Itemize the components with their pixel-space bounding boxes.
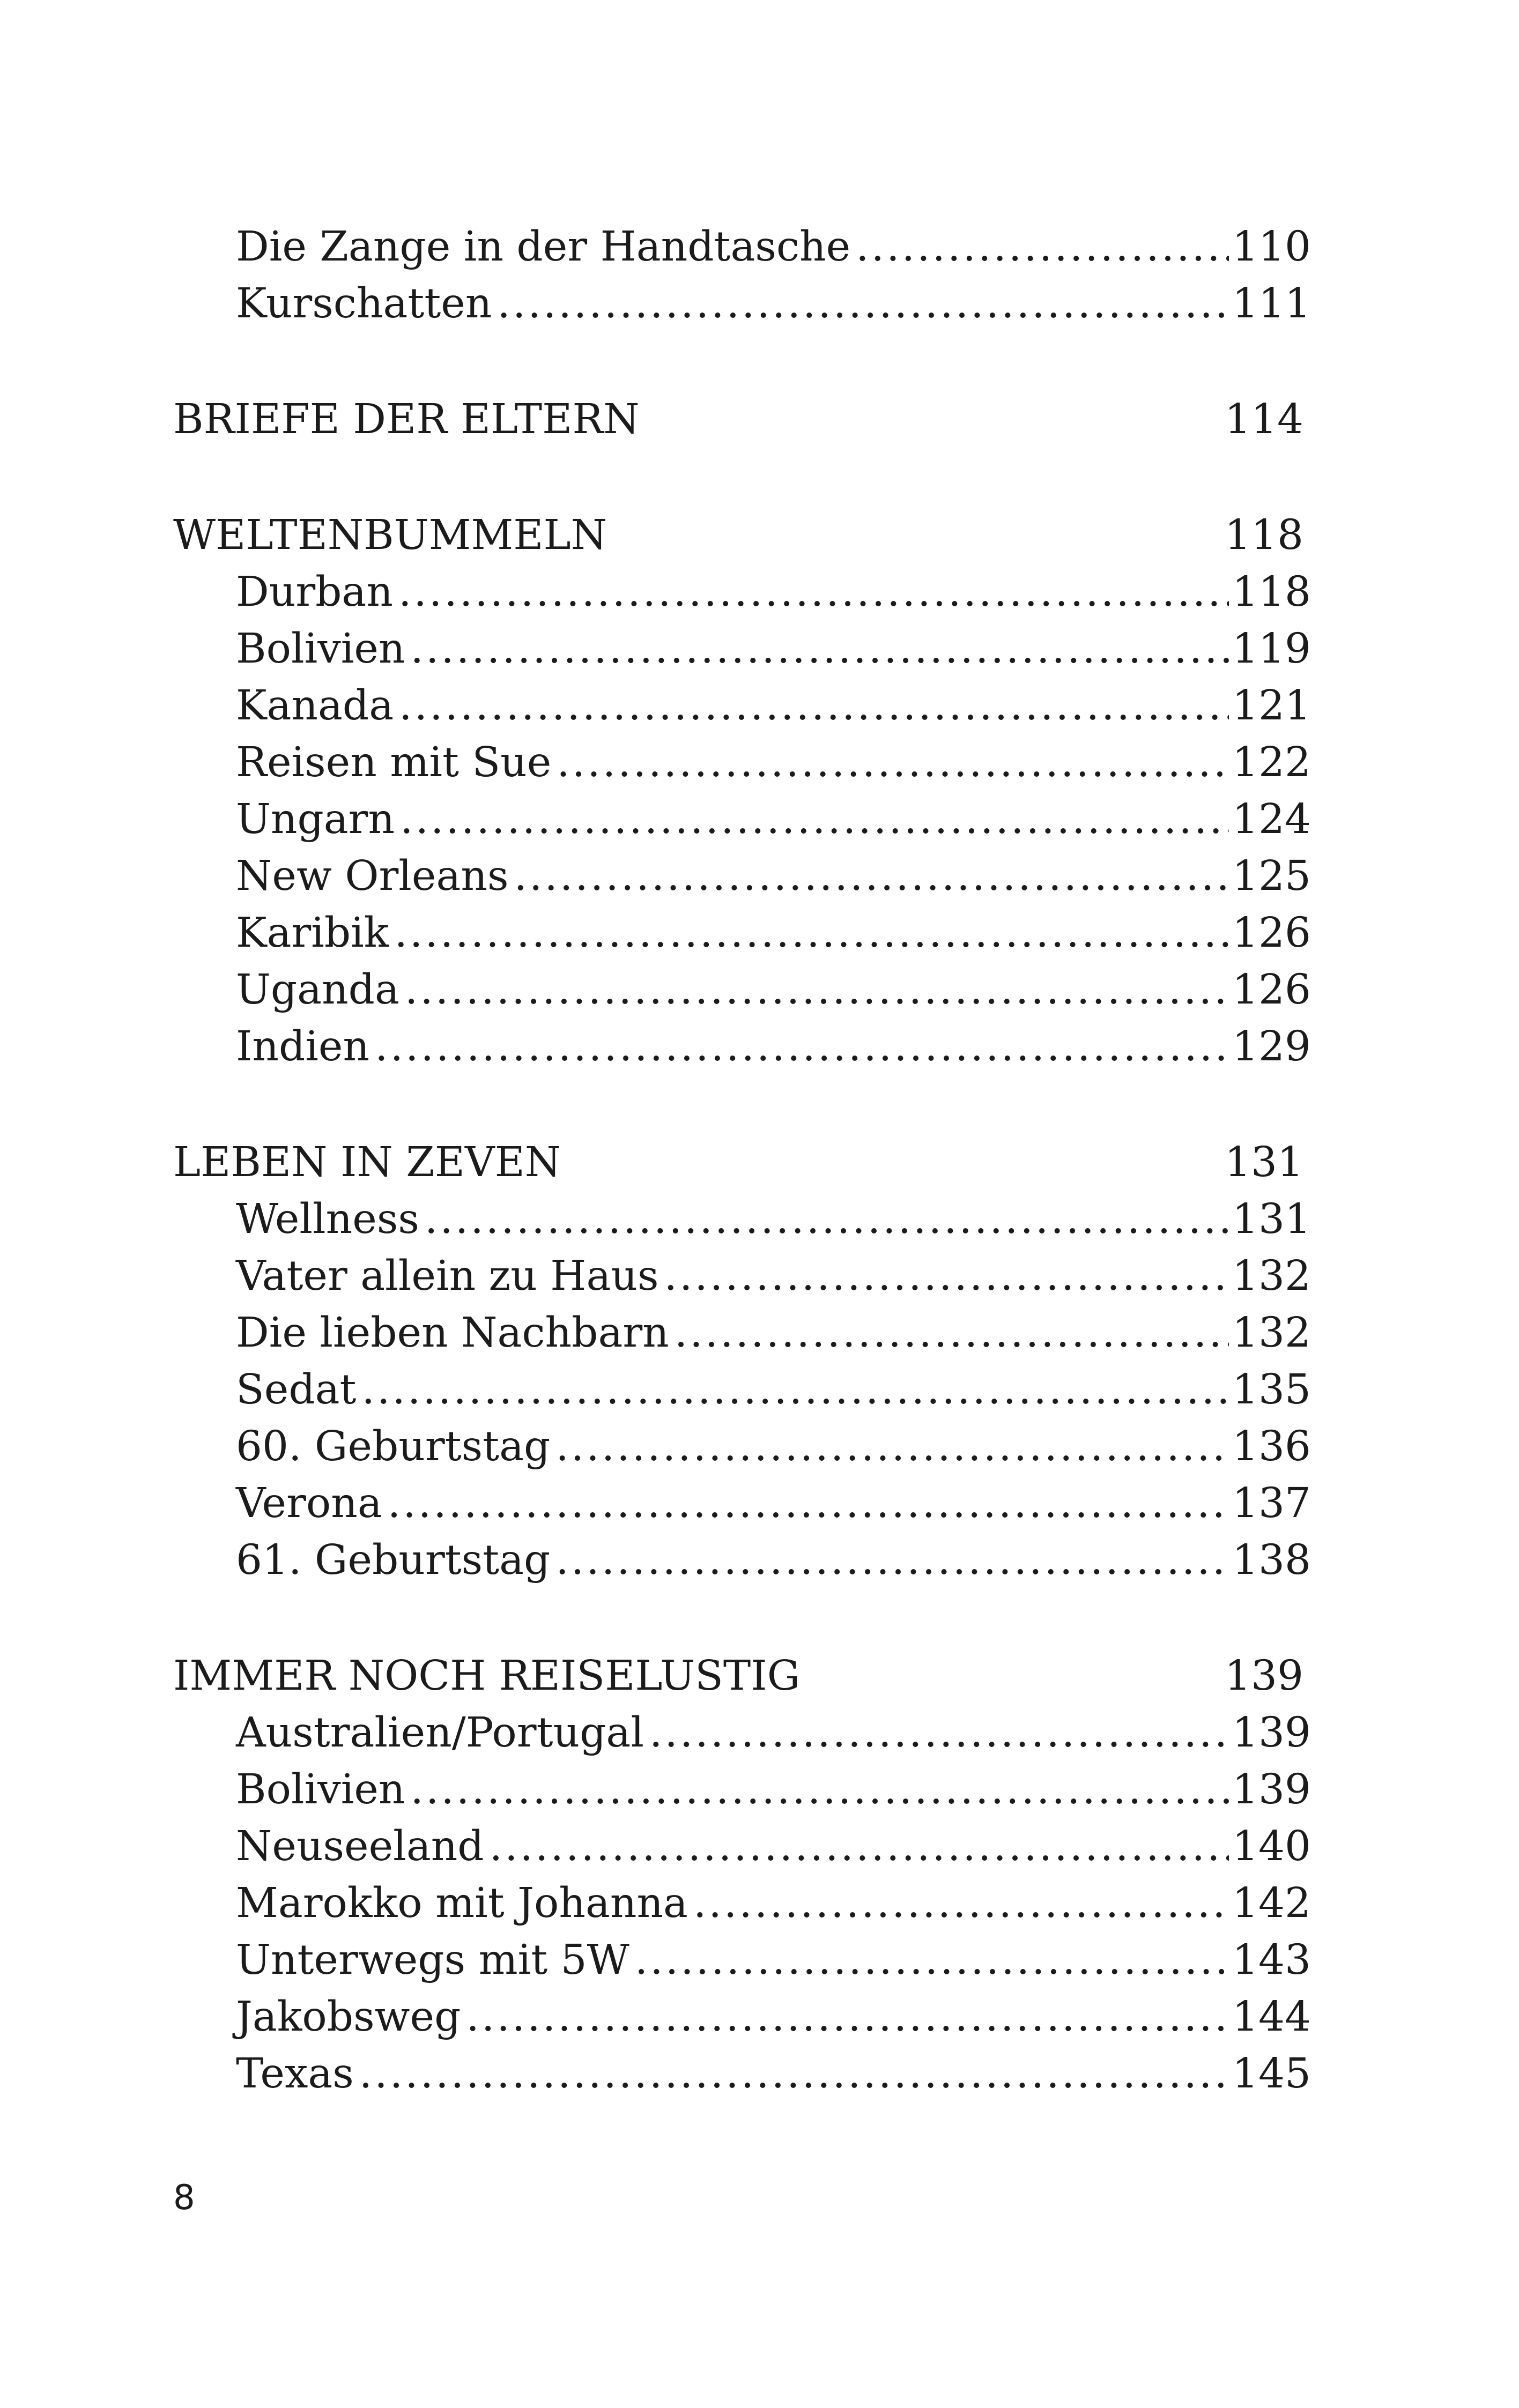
toc-entry bbox=[236, 848, 1311, 905]
toc-entry-title: 61. Geburtstag bbox=[236, 1536, 551, 1584]
dot-leader bbox=[693, 1875, 1229, 1932]
dot-leader bbox=[388, 1475, 1229, 1532]
toc-entry bbox=[236, 1248, 1311, 1305]
toc-entry bbox=[236, 1191, 1311, 1248]
toc-entry-title: Uganda bbox=[236, 966, 399, 1014]
toc-entry-title: Durban bbox=[236, 568, 393, 616]
toc-entry-title: Indien bbox=[236, 1023, 370, 1071]
toc-entry-page: 142 bbox=[1232, 1879, 1311, 1927]
dot-leader bbox=[635, 1932, 1229, 1989]
toc-entry-page: 126 bbox=[1232, 966, 1311, 1014]
toc-entry bbox=[236, 1762, 1311, 1818]
toc-entry-page: 138 bbox=[1232, 1536, 1311, 1584]
toc-section-heading bbox=[173, 1648, 1303, 1705]
dot-leader bbox=[398, 564, 1229, 621]
dot-leader bbox=[497, 276, 1229, 332]
toc-entry bbox=[236, 1418, 1311, 1475]
dot-leader bbox=[394, 905, 1229, 962]
toc-section-heading bbox=[173, 391, 1303, 448]
dot-leader bbox=[856, 219, 1229, 276]
toc-entry-title: Neuseeland bbox=[236, 1823, 484, 1870]
toc-entry-title: Texas bbox=[236, 2050, 354, 2098]
dot-leader bbox=[361, 1362, 1229, 1418]
toc-entry bbox=[236, 1932, 1311, 1989]
toc-entry-page: 124 bbox=[1232, 796, 1311, 843]
dot-leader bbox=[514, 848, 1229, 905]
dot-leader bbox=[359, 2046, 1229, 2102]
toc-entry-page: 137 bbox=[1232, 1480, 1311, 1527]
toc-entry-title: Kurschatten bbox=[236, 280, 492, 328]
dot-leader bbox=[466, 1989, 1229, 2046]
toc-entry bbox=[236, 791, 1311, 848]
toc-entry-title: Reisen mit Sue bbox=[236, 739, 552, 786]
toc-entry-title: Unterwegs mit 5W bbox=[236, 1936, 629, 1984]
toc-entry-page: 122 bbox=[1232, 739, 1311, 786]
toc-entry bbox=[236, 564, 1311, 621]
dot-leader bbox=[490, 1818, 1229, 1875]
dot-leader bbox=[410, 1762, 1229, 1818]
toc-section-heading bbox=[173, 1134, 1303, 1191]
toc-section-title: WELTENBUMMELN bbox=[173, 511, 607, 559]
toc-section-heading bbox=[173, 507, 1303, 564]
toc-entry-title: Die lieben Nachbarn bbox=[236, 1309, 669, 1357]
toc-entry bbox=[236, 1705, 1311, 1762]
dot-leader bbox=[649, 1705, 1229, 1762]
dot-leader bbox=[400, 791, 1229, 848]
toc-entry-title: Marokko mit Johanna bbox=[236, 1879, 688, 1927]
toc-entry-title: Jakobsweg bbox=[236, 1993, 461, 2041]
dot-leader bbox=[557, 734, 1229, 791]
toc-entry bbox=[236, 276, 1311, 332]
toc-section-title: BRIEFE DER ELTERN bbox=[173, 396, 640, 443]
toc-entry-page: 139 bbox=[1232, 1709, 1311, 1757]
toc-entry-title: Karibik bbox=[236, 909, 389, 957]
toc-entry-title: Vater allein zu Haus bbox=[236, 1252, 659, 1300]
toc-entry-title: Australien/Portugal bbox=[236, 1709, 644, 1757]
dot-leader bbox=[399, 678, 1229, 734]
toc-entry bbox=[236, 1362, 1311, 1418]
toc-entry-page: 144 bbox=[1232, 1993, 1311, 2041]
toc-entry-title: Bolivien bbox=[236, 625, 405, 673]
toc-entry bbox=[236, 2046, 1311, 2102]
toc-section-page: 131 bbox=[1225, 1139, 1303, 1186]
page-number: 8 bbox=[173, 2178, 195, 2218]
toc-entry-title: Sedat bbox=[236, 1366, 357, 1414]
toc-entry bbox=[236, 962, 1311, 1019]
toc-entry-title: Wellness bbox=[236, 1195, 419, 1243]
toc-entry bbox=[236, 1475, 1311, 1532]
toc-entry-page: 111 bbox=[1232, 280, 1311, 328]
toc-entry-page: 126 bbox=[1232, 909, 1311, 957]
toc-entry-page: 143 bbox=[1232, 1936, 1311, 1984]
toc-entry bbox=[236, 1305, 1311, 1362]
dot-leader bbox=[425, 1191, 1229, 1248]
toc-entry-page: 119 bbox=[1232, 625, 1311, 673]
dot-leader bbox=[664, 1248, 1229, 1305]
toc-entry-title: Verona bbox=[236, 1480, 382, 1527]
toc-entry bbox=[236, 905, 1311, 962]
dot-leader bbox=[555, 1532, 1229, 1589]
dot-leader bbox=[555, 1418, 1229, 1475]
toc-entry-title: Kanada bbox=[236, 682, 394, 730]
toc-entry bbox=[236, 1019, 1311, 1075]
toc-entry bbox=[236, 1875, 1311, 1932]
toc-entry bbox=[236, 1532, 1311, 1589]
toc-entry-title: Die Zange in der Handtasche bbox=[236, 223, 851, 271]
toc-entry-page: 140 bbox=[1232, 1823, 1311, 1870]
toc-entry-page: 145 bbox=[1232, 2050, 1311, 2098]
toc-entry-page: 125 bbox=[1232, 852, 1311, 900]
dot-leader bbox=[375, 1019, 1229, 1075]
toc-entry-page: 121 bbox=[1232, 682, 1311, 730]
toc-section-page: 114 bbox=[1225, 396, 1303, 443]
toc-entry-page: 132 bbox=[1232, 1252, 1311, 1300]
toc-entry bbox=[236, 678, 1311, 734]
dot-leader bbox=[405, 962, 1229, 1019]
toc-entry bbox=[236, 734, 1311, 791]
toc-entry-page: 118 bbox=[1232, 568, 1311, 616]
toc-section-title: IMMER NOCH REISELUSTIG bbox=[173, 1652, 801, 1700]
dot-leader bbox=[675, 1305, 1229, 1362]
toc-entry bbox=[236, 1989, 1311, 2046]
toc-entry-title: Ungarn bbox=[236, 796, 395, 843]
toc-entry-title: New Orleans bbox=[236, 852, 509, 900]
toc-entry-page: 132 bbox=[1232, 1309, 1311, 1357]
toc-section-page: 118 bbox=[1225, 511, 1303, 559]
toc-entry-page: 131 bbox=[1232, 1195, 1311, 1243]
toc-section-title: LEBEN IN ZEVEN bbox=[173, 1139, 561, 1186]
toc-entry-page: 136 bbox=[1232, 1423, 1311, 1470]
toc-entry-title: Bolivien bbox=[236, 1766, 405, 1814]
toc-entry bbox=[236, 621, 1311, 678]
toc-entry-title: 60. Geburtstag bbox=[236, 1423, 551, 1470]
toc-entry bbox=[236, 219, 1311, 276]
toc-entry-page: 135 bbox=[1232, 1366, 1311, 1414]
toc-entry-page: 139 bbox=[1232, 1766, 1311, 1814]
toc-entry bbox=[236, 1818, 1311, 1875]
dot-leader bbox=[410, 621, 1229, 678]
toc-entry-page: 110 bbox=[1232, 223, 1311, 271]
toc-entry-page: 129 bbox=[1232, 1023, 1311, 1071]
toc-section-page: 139 bbox=[1225, 1652, 1303, 1700]
